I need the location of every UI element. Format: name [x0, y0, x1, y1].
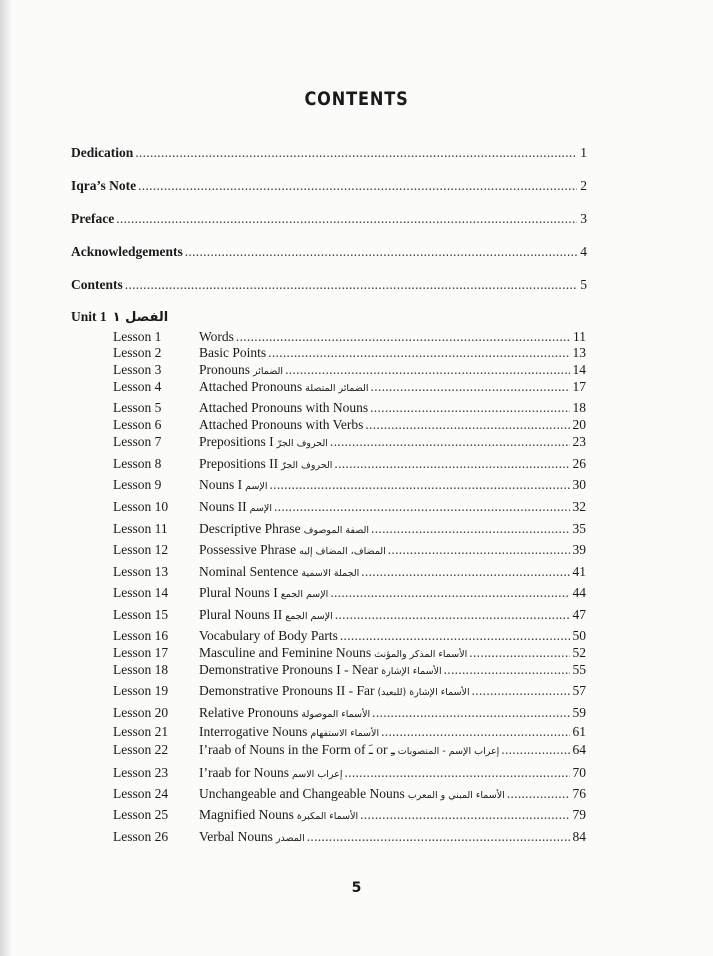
- lesson-title: I’raab of Nouns in the Form of ـَ or ـِ: [199, 742, 395, 757]
- lesson-title: Vocabulary of Body Parts: [199, 628, 338, 643]
- lesson-arabic-title: الضمائر المتصلة: [305, 383, 369, 394]
- lesson-arabic-title: الأسماء الإشارة (للبعيد): [377, 687, 470, 698]
- entry-page: 3: [580, 211, 587, 226]
- unit-label: Unit 1: [71, 309, 107, 324]
- toc-entry-lesson[interactable]: [113, 434, 586, 452]
- leader-dots: [469, 645, 569, 661]
- lesson-arabic-title: الإسم: [245, 481, 268, 492]
- toc-entry-lesson[interactable]: [113, 683, 586, 701]
- lesson-arabic-title: الحروف الجرّ: [281, 460, 333, 471]
- lesson-page: 79: [572, 807, 586, 822]
- lesson-title: Possessive Phrase: [199, 542, 297, 557]
- toc-entry-lesson[interactable]: [113, 477, 586, 495]
- toc-entry-lesson[interactable]: [113, 362, 586, 380]
- leader-dots: [330, 585, 569, 601]
- toc-entry-lesson[interactable]: [113, 400, 586, 418]
- leader-dots: [285, 362, 569, 378]
- lesson-number: Lesson 22: [113, 742, 169, 757]
- toc-entry-lesson[interactable]: [113, 786, 586, 804]
- leader-dots: [138, 178, 577, 194]
- lesson-title: Nouns II: [199, 499, 247, 514]
- lesson-page: 50: [572, 628, 586, 643]
- lesson-number: Lesson 2: [113, 345, 162, 360]
- entry-label: Dedication: [71, 145, 134, 160]
- lesson-page: 52: [572, 645, 586, 660]
- lesson-title: Attached Pronouns with Verbs: [199, 417, 364, 432]
- lesson-page: 41: [572, 564, 586, 579]
- lesson-title: Words: [199, 329, 234, 344]
- lesson-number: Lesson 14: [113, 585, 169, 600]
- page-edge-shadow: [0, 0, 12, 956]
- lesson-arabic-title: المضاف، المضاف إليه: [299, 546, 386, 557]
- lesson-title: Nouns I: [199, 477, 243, 492]
- entry-page: 1: [580, 145, 587, 160]
- lesson-page: 76: [572, 786, 586, 801]
- lesson-title: Pronouns: [199, 362, 251, 377]
- lesson-title: Demonstrative Pronouns I - Near: [199, 662, 379, 677]
- toc-entry-lesson[interactable]: [113, 417, 586, 435]
- lesson-arabic-title: الإسم الجمع: [285, 611, 333, 622]
- lesson-arabic-title: الأسماء الإشارة: [381, 666, 442, 677]
- lesson-number: Lesson 25: [113, 807, 169, 822]
- lesson-arabic-title: إعراب الاسم: [291, 769, 343, 780]
- leader-dots: [307, 829, 570, 845]
- lesson-number: Lesson 7: [113, 434, 162, 449]
- lesson-arabic-title: الحروف الجرّ: [276, 438, 328, 449]
- leader-dots: [344, 765, 569, 781]
- unit-heading: [71, 309, 168, 325]
- leader-dots: [334, 456, 569, 472]
- unit-arabic-label: الفصل ١: [112, 310, 169, 325]
- lesson-number: Lesson 18: [113, 662, 169, 677]
- lesson-page: 70: [572, 765, 586, 780]
- leader-dots: [444, 662, 570, 678]
- lesson-page: 84: [572, 829, 586, 844]
- entry-page: 4: [580, 244, 587, 259]
- lesson-number: Lesson 24: [113, 786, 169, 801]
- lesson-page: 20: [572, 417, 586, 432]
- toc-entry-front[interactable]: [71, 145, 587, 167]
- lesson-arabic-title: المصدر: [275, 833, 305, 844]
- lesson-number: Lesson 23: [113, 765, 169, 780]
- toc-entry-lesson[interactable]: [113, 456, 586, 474]
- lesson-arabic-title: الأسماء الاستفهام: [310, 728, 380, 739]
- leader-dots: [388, 542, 570, 558]
- lesson-arabic-title: الأسماء المبني و المعرب: [407, 790, 505, 801]
- toc-entry-front[interactable]: [71, 244, 587, 266]
- toc-entry-lesson[interactable]: [113, 607, 586, 625]
- lesson-number: Lesson 10: [113, 499, 169, 514]
- lesson-arabic-title: الأسماء المذكر والمؤنث: [374, 649, 468, 660]
- lesson-page: 64: [572, 742, 586, 757]
- leader-dots: [381, 724, 569, 740]
- entry-page: 5: [580, 277, 587, 292]
- leader-dots: [236, 329, 570, 345]
- toc-entry-lesson[interactable]: [113, 564, 586, 582]
- leader-dots: [125, 277, 577, 293]
- toc-entry-lesson[interactable]: [113, 724, 586, 742]
- lesson-page: 47: [572, 607, 586, 622]
- leader-dots: [269, 477, 569, 493]
- lesson-page: 59: [572, 705, 586, 720]
- lesson-page: 26: [572, 456, 586, 471]
- lesson-number: Lesson 12: [113, 542, 169, 557]
- entry-label: Contents: [71, 277, 123, 292]
- lesson-arabic-title: الإسم: [249, 503, 272, 514]
- lesson-page: 18: [572, 400, 586, 415]
- lesson-title: Descriptive Phrase: [199, 521, 301, 536]
- toc-entry-lesson[interactable]: [113, 521, 586, 539]
- lesson-title: Verbal Nouns: [199, 829, 273, 844]
- leader-dots: [507, 786, 570, 802]
- lesson-page: 14: [572, 362, 586, 377]
- toc-entry-lesson[interactable]: [113, 829, 586, 847]
- leader-dots: [135, 145, 577, 161]
- leader-dots: [340, 628, 570, 644]
- lesson-arabic-title: إعراب الإسم - المنصوبات: [397, 746, 500, 757]
- lesson-number: Lesson 8: [113, 456, 162, 471]
- leader-dots: [116, 211, 577, 227]
- lesson-title: Prepositions I: [199, 434, 274, 449]
- lesson-title: Relative Pronouns: [199, 705, 299, 720]
- toc-entry-lesson[interactable]: [113, 585, 586, 603]
- leader-dots: [365, 417, 569, 433]
- lesson-number: Lesson 26: [113, 829, 169, 844]
- lesson-number: Lesson 19: [113, 683, 169, 698]
- lesson-title: Attached Pronouns with Nouns: [199, 400, 369, 415]
- leader-dots: [330, 434, 570, 450]
- lesson-number: Lesson 3: [113, 362, 162, 377]
- lesson-number: Lesson 4: [113, 379, 162, 394]
- lesson-title: Magnified Nouns: [199, 807, 294, 822]
- lesson-number: Lesson 11: [113, 521, 168, 536]
- toc-entry-lesson[interactable]: [113, 628, 586, 646]
- lesson-title: Basic Points: [199, 345, 267, 360]
- lesson-title: Demonstrative Pronouns II - Far: [199, 683, 375, 698]
- lesson-title: Attached Pronouns: [199, 379, 303, 394]
- toc-entry-lesson[interactable]: [113, 645, 586, 663]
- leader-dots: [274, 499, 570, 515]
- lesson-number: Lesson 17: [113, 645, 169, 660]
- leader-dots: [371, 379, 570, 395]
- toc-entry-lesson[interactable]: [113, 807, 586, 825]
- toc-entry-lesson[interactable]: [113, 742, 586, 760]
- leader-dots: [335, 607, 570, 623]
- lesson-page: 35: [572, 521, 586, 536]
- lesson-title: Plural Nouns I: [199, 585, 278, 600]
- toc-entry-lesson[interactable]: [113, 705, 586, 723]
- lesson-arabic-title: الأسماء المكبرة: [296, 811, 359, 822]
- toc-entry-lesson[interactable]: [113, 345, 586, 363]
- lesson-number: Lesson 1: [113, 329, 162, 344]
- leader-dots: [360, 807, 569, 823]
- toc-entry-lesson[interactable]: [113, 542, 586, 560]
- lesson-number: Lesson 15: [113, 607, 169, 622]
- toc-entry-lesson[interactable]: [113, 765, 586, 783]
- lesson-number: Lesson 5: [113, 400, 162, 415]
- lesson-number: Lesson 6: [113, 417, 162, 432]
- toc-entry-front[interactable]: [71, 211, 587, 233]
- lesson-number: Lesson 20: [113, 705, 169, 720]
- entry-label: Acknowledgements: [71, 244, 183, 259]
- toc-entry-front[interactable]: [71, 178, 587, 200]
- leader-dots: [472, 683, 570, 699]
- lesson-page: 44: [572, 585, 586, 600]
- lesson-number: Lesson 13: [113, 564, 169, 579]
- lesson-page: 57: [572, 683, 586, 698]
- lesson-page: 55: [572, 662, 586, 677]
- leader-dots: [501, 742, 569, 758]
- lesson-page: 61: [572, 724, 586, 739]
- leader-dots: [268, 345, 569, 361]
- lesson-arabic-title: الصفة الموصوف: [303, 525, 370, 536]
- lesson-number: Lesson 21: [113, 724, 169, 739]
- page-number: 5: [351, 880, 362, 896]
- leader-dots: [372, 705, 569, 721]
- lesson-page: 13: [572, 345, 586, 360]
- lesson-title: Unchangeable and Changeable Nouns: [199, 786, 405, 801]
- lesson-page: 17: [572, 379, 586, 394]
- lesson-title: Interrogative Nouns: [199, 724, 308, 739]
- lesson-number: Lesson 9: [113, 477, 162, 492]
- toc-entry-lesson[interactable]: [113, 662, 586, 680]
- lesson-title: I’raab for Nouns: [199, 765, 289, 780]
- toc-entry-lesson[interactable]: [113, 499, 586, 517]
- lesson-title: Plural Nouns II: [199, 607, 283, 622]
- leader-dots: [361, 564, 569, 580]
- toc-entry-front[interactable]: [71, 277, 587, 299]
- lesson-title: Nominal Sentence: [199, 564, 299, 579]
- lesson-arabic-title: الجملة الاسمية: [301, 568, 360, 579]
- lesson-page: 32: [572, 499, 586, 514]
- lesson-arabic-title: الضمائر: [253, 366, 284, 377]
- lesson-arabic-title: الإسم الجمع: [280, 589, 329, 600]
- leader-dots: [370, 400, 569, 416]
- entry-label: Iqra’s Note: [71, 178, 137, 193]
- page-title: CONTENTS: [304, 88, 409, 110]
- toc-entry-lesson[interactable]: [113, 379, 586, 397]
- entry-page: 2: [580, 178, 587, 193]
- lesson-page: 11: [573, 329, 586, 344]
- lesson-page: 23: [572, 434, 586, 449]
- lesson-title: Prepositions II: [199, 456, 279, 471]
- lesson-number: Lesson 16: [113, 628, 169, 643]
- lesson-page: 39: [572, 542, 586, 557]
- lesson-page: 30: [572, 477, 586, 492]
- entry-label: Preface: [71, 211, 115, 226]
- lesson-title: Masculine and Feminine Nouns: [199, 645, 372, 660]
- lesson-arabic-title: الأسماء الموصولة: [301, 709, 371, 720]
- leader-dots: [371, 521, 569, 537]
- leader-dots: [185, 244, 578, 260]
